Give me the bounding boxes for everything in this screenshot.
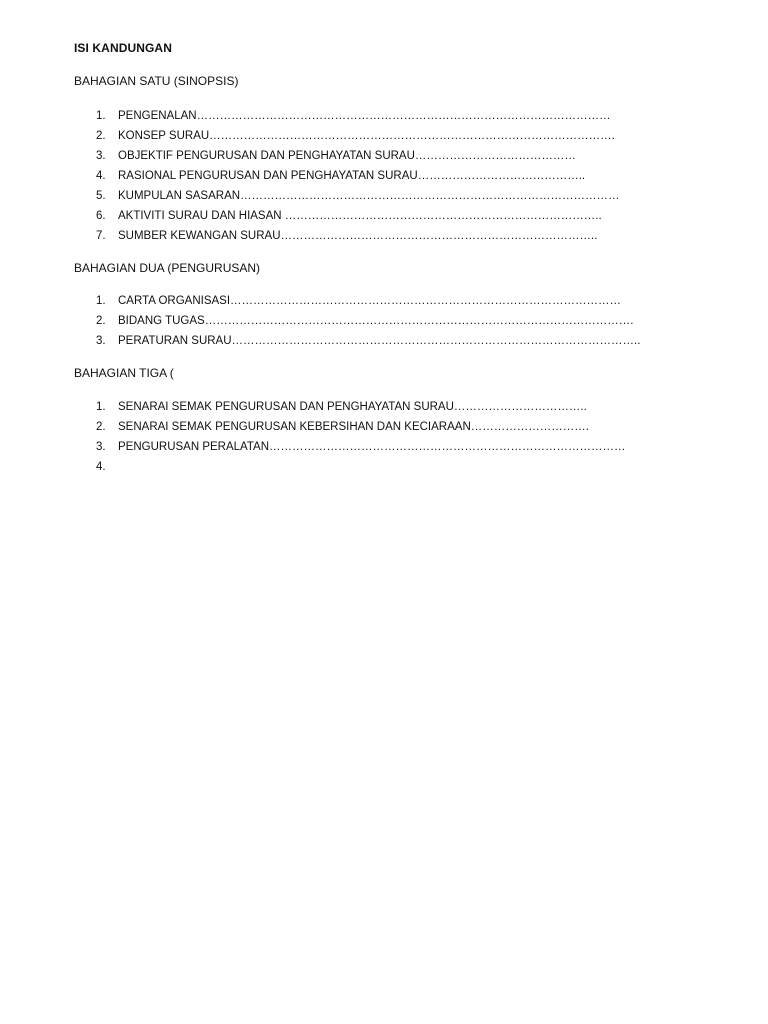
toc-item-text: PENGENALAN………………………………………………………………………………………………: [118, 110, 611, 122]
section-heading-tiga: BAHAGIAN TIGA (: [74, 366, 174, 380]
toc-item-text: RASIONAL PENGURUSAN DAN PENGHAYATAN SURAU……………………………………..: [118, 170, 586, 182]
toc-item-text: PERATURAN SURAU……………………………………………………………………………………………..: [118, 335, 641, 347]
toc-item-text: BIDANG TUGAS………………………………………………………………………………………………….: [118, 315, 634, 327]
toc-item-number: 2.: [96, 421, 106, 433]
toc-item-text: KUMPULAN SASARAN………………………………………………………………………………………: [118, 190, 620, 202]
toc-item-number: 2.: [96, 130, 106, 142]
section-heading-satu: BAHAGIAN SATU (SINOPSIS): [74, 74, 239, 88]
toc-item-number: 7.: [96, 230, 106, 242]
toc-item-text: KONSEP SURAU…………………………………………………………………………………………….: [118, 130, 615, 142]
toc-item-text: SENARAI SEMAK PENGURUSAN KEBERSIHAN DAN KECIARAAN………………………….: [118, 421, 589, 433]
document-title: ISI KANDUNGAN: [74, 41, 172, 55]
toc-item-text: AKTIVITI SURAU DAN HIASAN ………………………………………………………………………..: [118, 210, 602, 222]
toc-item: [96, 291, 640, 311]
toc-item: [96, 311, 640, 331]
toc-item: [96, 106, 620, 126]
toc-item-number: 2.: [96, 315, 106, 327]
toc-item-number: 1.: [96, 110, 106, 122]
toc-item-number: 4.: [96, 461, 106, 473]
toc-item: [96, 206, 620, 226]
toc-item-number: 6.: [96, 210, 106, 222]
toc-list-satu: [96, 106, 620, 246]
toc-item-number: 5.: [96, 190, 106, 202]
toc-item-number: 3.: [96, 335, 106, 347]
toc-item: [96, 417, 626, 437]
toc-item: [96, 457, 626, 477]
toc-item-text: CARTA ORGANISASI…………………………………………………………………………………………: [118, 295, 622, 307]
toc-item-text: SUMBER KEWANGAN SURAU………………………………………………………………………..: [118, 230, 598, 242]
toc-item-number: 1.: [96, 295, 106, 307]
toc-item-text: SENARAI SEMAK PENGURUSAN DAN PENGHAYATAN SURAU……………………………..: [118, 401, 587, 413]
toc-item-text: OBJEKTIF PENGURUSAN DAN PENGHAYATAN SURAU……………………………………: [118, 150, 576, 162]
toc-list-tiga: [96, 397, 626, 477]
toc-item: [96, 331, 640, 351]
toc-item: [96, 226, 620, 246]
toc-item-number: 1.: [96, 401, 106, 413]
toc-list-dua: [96, 291, 640, 351]
toc-item: [96, 397, 626, 417]
toc-item: [96, 126, 620, 146]
toc-item-number: 3.: [96, 441, 106, 453]
toc-item-text: PENGURUSAN PERALATAN…………………………………………………………………………………: [118, 441, 626, 453]
toc-item: [96, 437, 626, 457]
toc-item: [96, 186, 620, 206]
toc-item: [96, 146, 620, 166]
section-heading-dua: BAHAGIAN DUA (PENGURUSAN): [74, 261, 261, 275]
toc-item-number: 4.: [96, 170, 106, 182]
toc-item-number: 3.: [96, 150, 106, 162]
toc-item: [96, 166, 620, 186]
